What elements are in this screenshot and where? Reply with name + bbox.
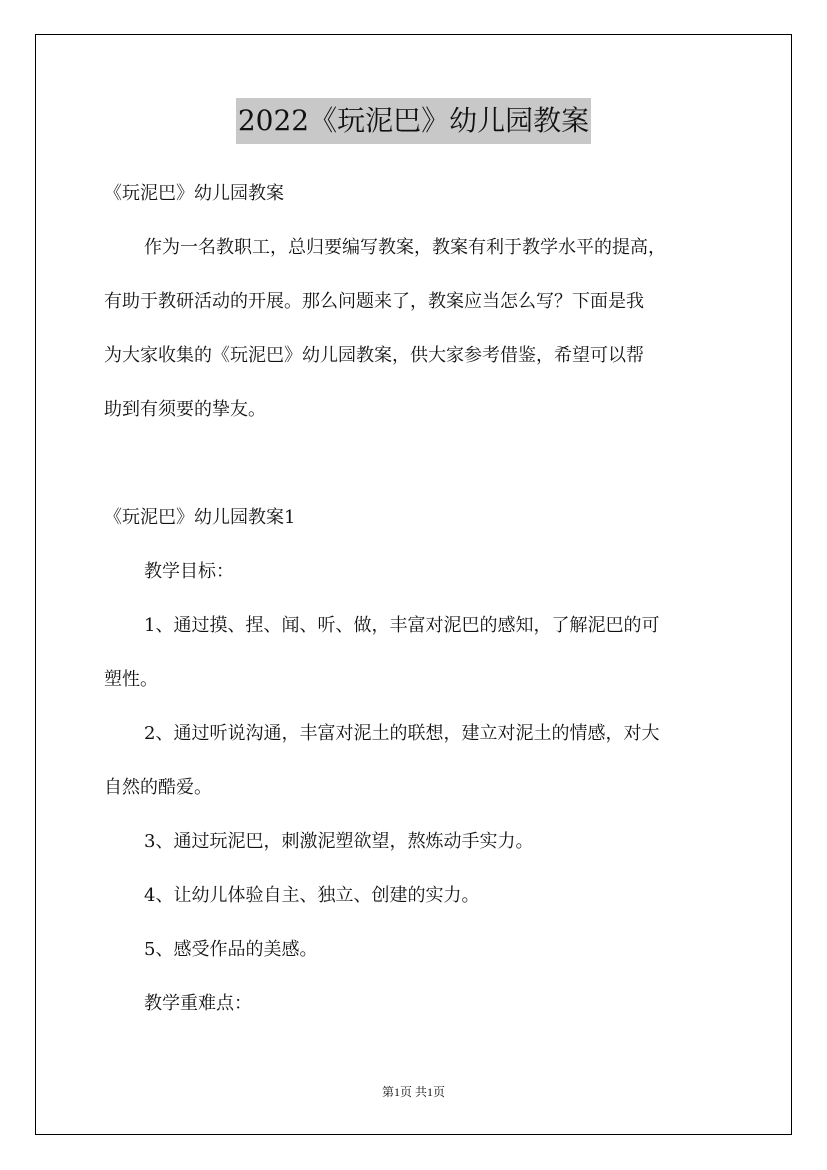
key-points-heading: 教学重难点： xyxy=(144,993,252,1014)
title-container xyxy=(0,98,827,144)
goal-line: 塑性。 xyxy=(104,669,158,690)
intro-paragraph-line: 有助于教研活动的开展。那么问题来了，教案应当怎么写？下面是我 xyxy=(104,291,644,312)
section-heading: 《玩泥巴》幼儿园教案1 xyxy=(104,507,296,528)
goal-line: 自然的酷爱。 xyxy=(104,777,212,798)
intro-paragraph-line: 助到有须要的挚友。 xyxy=(104,399,266,420)
page-footer: 第1页 共1页 xyxy=(381,1085,445,1099)
document-title: 2022《玩泥巴》幼儿园教案 xyxy=(236,98,591,144)
goal-line: 2、通过听说沟通，丰富对泥土的联想，建立对泥土的情感，对大 xyxy=(144,723,660,744)
goal-line: 5、感受作品的美感。 xyxy=(144,939,318,960)
goal-line: 4、让幼儿体验自主、独立、创建的实力。 xyxy=(144,885,480,906)
goal-line: 1、通过摸、捏、闻、听、做，丰富对泥巴的感知，了解泥巴的可 xyxy=(144,615,660,636)
goals-heading: 教学目标： xyxy=(144,561,234,582)
goal-line: 3、通过玩泥巴，刺激泥塑欲望，熬炼动手实力。 xyxy=(144,831,534,852)
intro-paragraph-line: 为大家收集的《玩泥巴》幼儿园教案，供大家参考借鉴，希望可以帮 xyxy=(104,345,644,366)
document-subtitle: 《玩泥巴》幼儿园教案 xyxy=(104,183,284,204)
intro-paragraph-line: 作为一名教职工，总归要编写教案，教案有利于教学水平的提高， xyxy=(144,237,666,258)
